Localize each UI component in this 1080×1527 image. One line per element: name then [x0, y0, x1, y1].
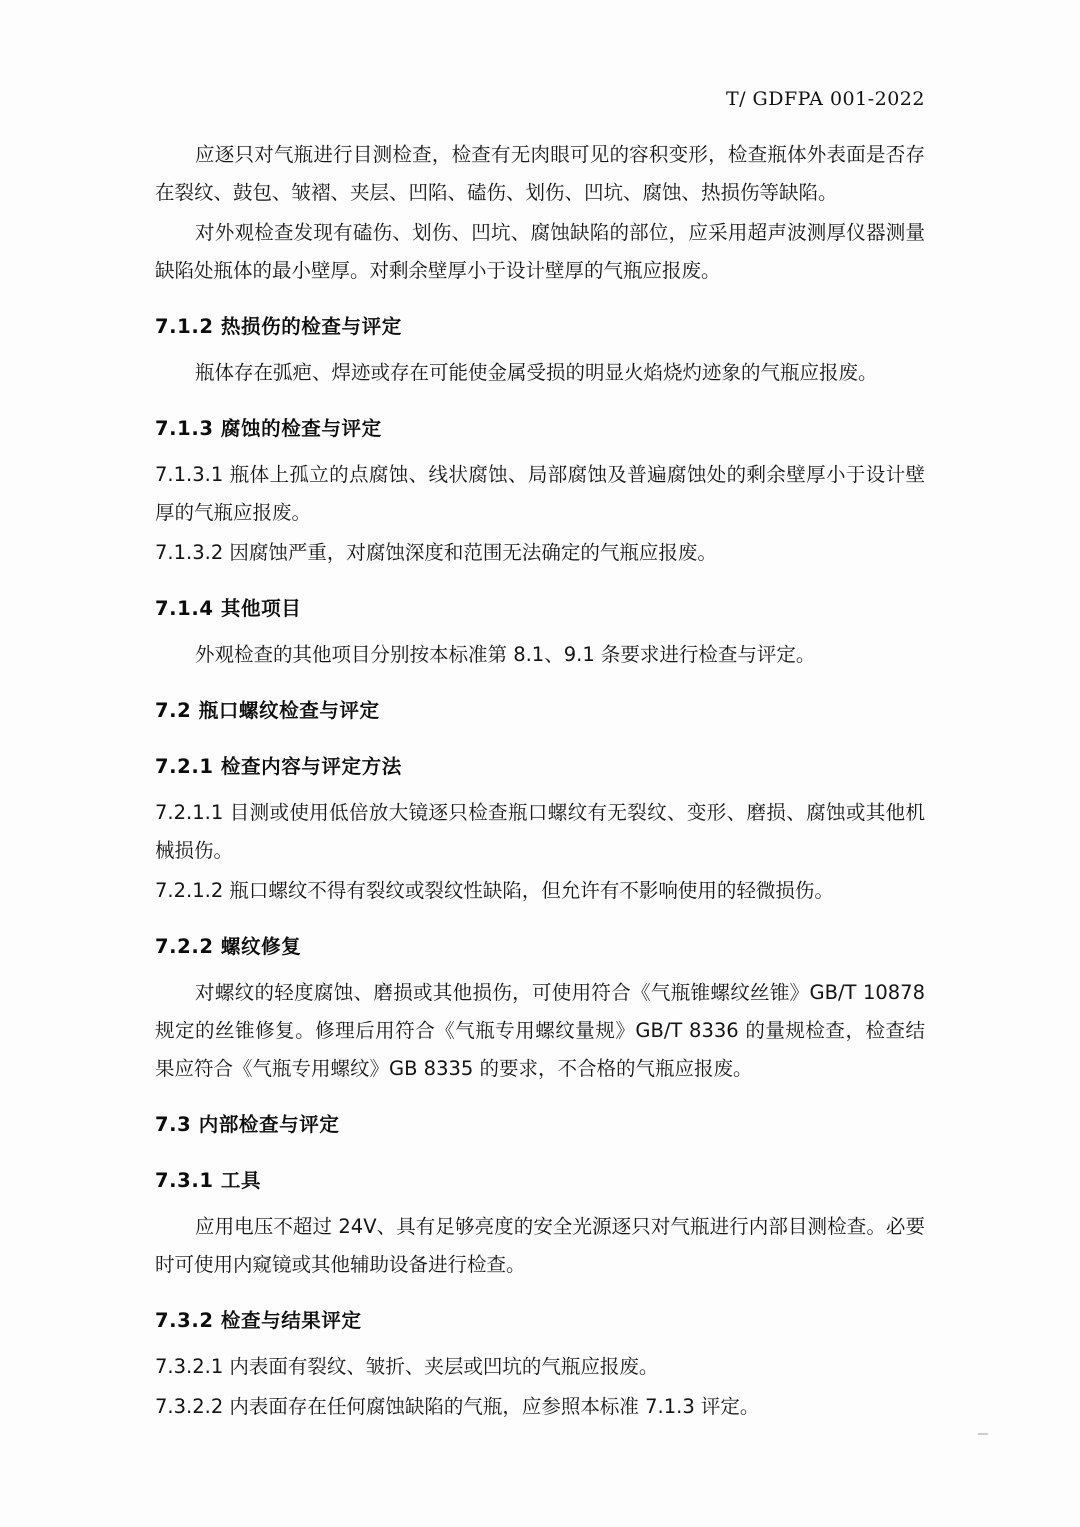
body-paragraph: 7.2.1.2 瓶口螺纹不得有裂纹或裂纹性缺陷，但允许有不影响使用的轻微损伤。	[155, 879, 834, 902]
body-paragraph: 对螺纹的轻度腐蚀、磨损或其他损伤，可使用符合《气瓶锥螺纹丝锥》GB/T 10878 规定的丝锥修复。修理后用符合《气瓶专用螺纹量规》GB/T 8336 的量规检查，检查结果应符合《气瓶专用螺纹》GB 8335 的要求，不合格的气瓶应报废。	[155, 981, 925, 1080]
body-paragraph: 对外观检查发现有磕伤、划伤、凹坑、腐蚀缺陷的部位，应采用超声波测厚仪器测量缺陷处瓶体的最小壁厚。对剩余壁厚小于设计壁厚的气瓶应报废。	[155, 221, 925, 282]
body-paragraph: 外观检查的其他项目分别按本标准第 8.1、9.1 条要求进行检查与评定。	[195, 643, 816, 666]
section-heading: 7.2 瓶口螺纹检查与评定	[155, 699, 380, 722]
body-paragraph: 7.3.2.2 内表面存在任何腐蚀缺陷的气瓶，应参照本标准 7.1.3 评定。	[155, 1395, 760, 1418]
section-heading: 7.3 内部检查与评定	[155, 1113, 340, 1136]
body-paragraph: 瓶体存在弧疤、焊迹或存在可能使金属受损的明显火焰烧灼迹象的气瓶应报废。	[195, 361, 878, 384]
body-paragraph: 应逐只对气瓶进行目测检查，检查有无肉眼可见的容积变形，检查瓶体外表面是否存在裂纹、鼓包、皱褶、夹层、凹陷、磕伤、划伤、凹坑、腐蚀、热损伤等缺陷。	[155, 143, 925, 204]
section-heading: 7.1.2 热损伤的检查与评定	[155, 315, 402, 338]
body-paragraph: 7.3.2.1 内表面有裂纹、皱折、夹层或凹坑的气瓶应报废。	[155, 1355, 659, 1378]
document-body	[155, 136, 925, 1426]
body-paragraph: 应用电压不超过 24V、具有足够亮度的安全光源逐只对气瓶进行内部目测检查。必要时可使用内窥镜或其他辅助设备进行检查。	[155, 1215, 925, 1276]
page-content	[155, 88, 925, 1428]
section-heading: 7.3.1 工具	[155, 1169, 262, 1192]
section-heading: 7.2.2 螺纹修复	[155, 935, 302, 958]
body-paragraph: 7.1.3.1 瓶体上孤立的点腐蚀、线状腐蚀、局部腐蚀及普遍腐蚀处的剩余壁厚小于设计壁厚的气瓶应报废。	[155, 463, 925, 524]
document-header-id: T/ GDFPA 001-2022	[725, 88, 925, 110]
body-paragraph: 7.1.3.2 因腐蚀严重，对腐蚀深度和范围无法确定的气瓶应报废。	[155, 541, 717, 564]
section-heading: 7.1.3 腐蚀的检查与评定	[155, 417, 382, 440]
page-footer-mark	[978, 1433, 988, 1435]
section-heading: 7.3.2 检查与结果评定	[155, 1309, 362, 1332]
body-paragraph: 7.2.1.1 目测或使用低倍放大镜逐只检查瓶口螺纹有无裂纹、变形、磨损、腐蚀或其他机械损伤。	[155, 801, 925, 862]
section-heading: 7.1.4 其他项目	[155, 597, 302, 620]
section-heading: 7.2.1 检查内容与评定方法	[155, 755, 402, 778]
